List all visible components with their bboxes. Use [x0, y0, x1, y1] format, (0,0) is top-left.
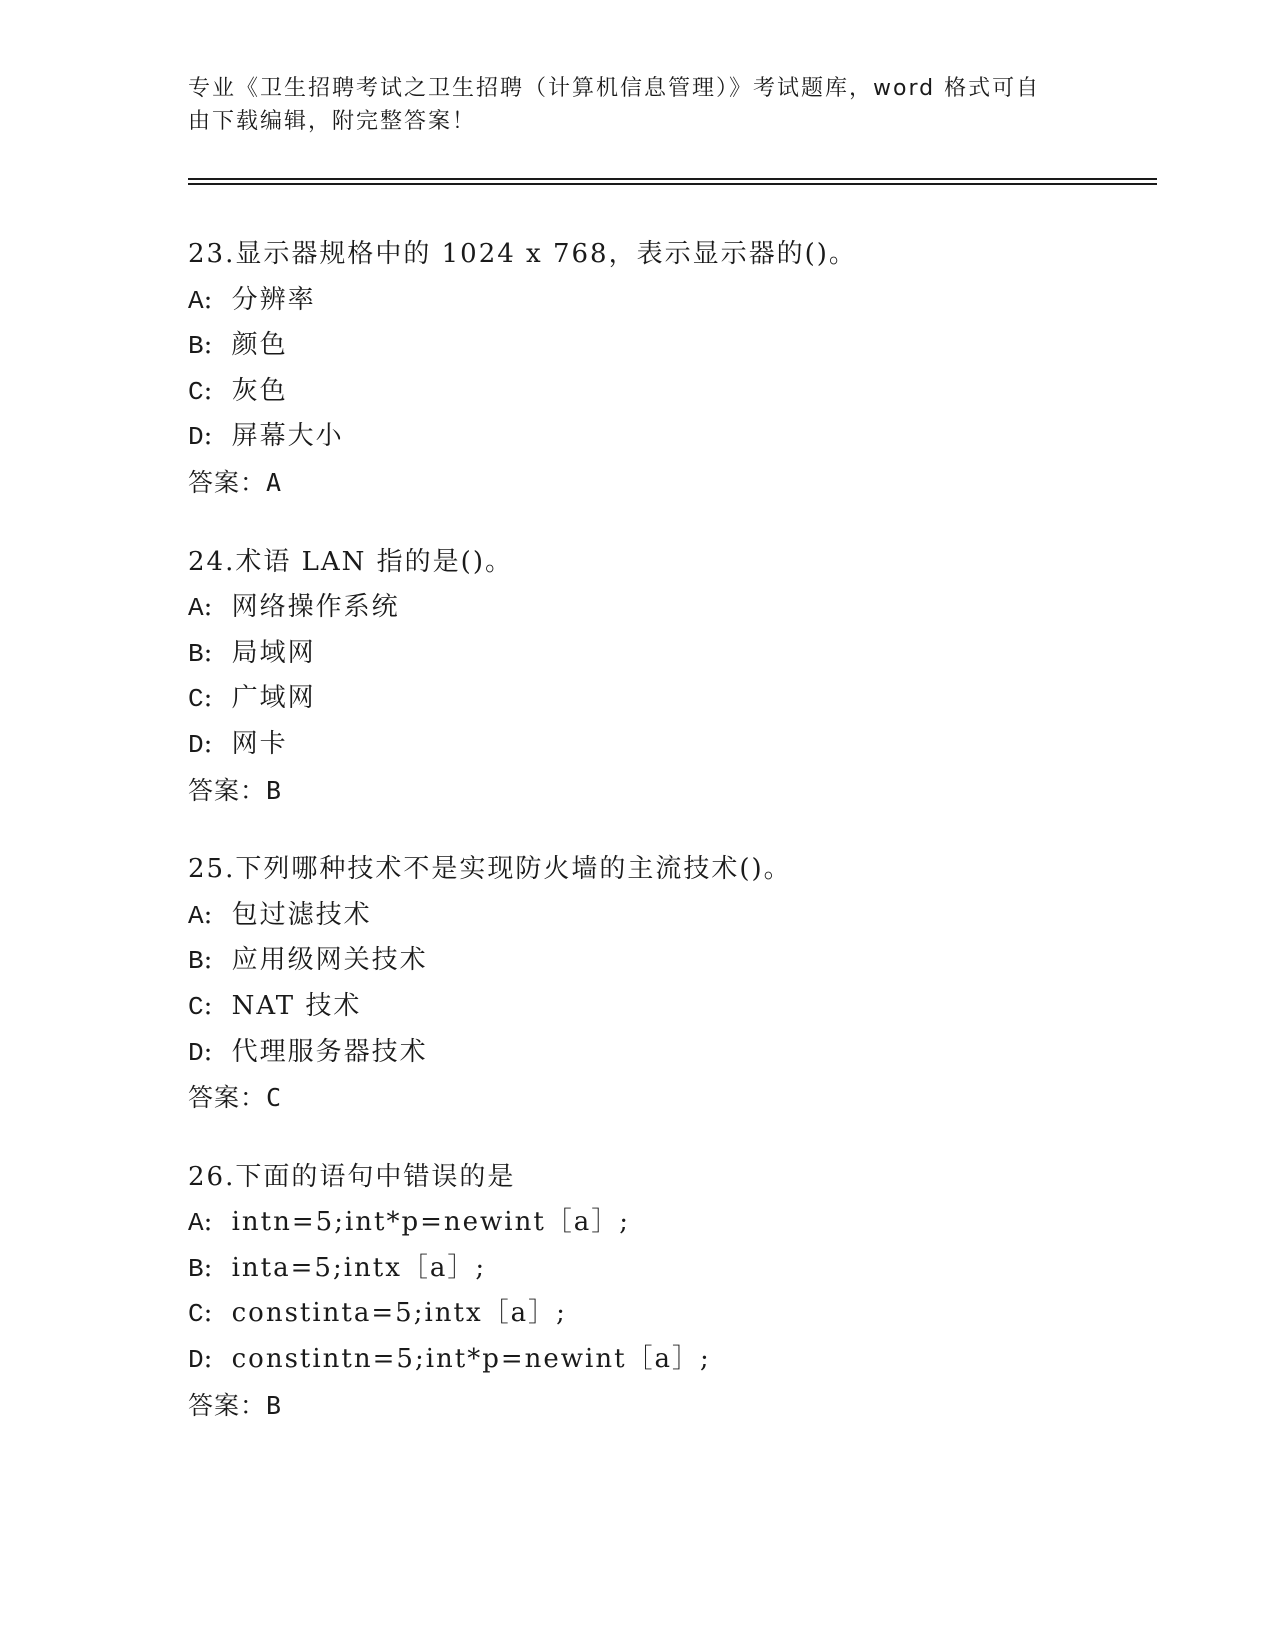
option-text: 广域网: [231, 683, 316, 714]
answer-value: A: [266, 467, 283, 497]
answer-line: [188, 460, 1148, 506]
question-26: [188, 1155, 1148, 1429]
option-d: D: constintn=5;int*p=newint［a］;: [188, 1337, 1148, 1383]
option-letter: A: [188, 593, 204, 624]
option-letter: D: [188, 1345, 204, 1376]
option-a: A: intn=5;int*p=newint［a］;: [188, 1200, 1148, 1246]
option-c: C: constinta=5;intx［a］;: [188, 1291, 1148, 1337]
option-letter: A: [188, 1208, 204, 1239]
option-letter: C: [188, 684, 204, 715]
document-header: [188, 72, 1088, 138]
option-b: B: 应用级网关技术: [188, 938, 1148, 984]
option-d: D: 网卡: [188, 722, 1148, 768]
answer-line: [188, 768, 1148, 814]
answer-line: [188, 1383, 1148, 1429]
option-text: 网络操作系统: [231, 592, 400, 623]
option-c: C: 广域网: [188, 676, 1148, 722]
option-c: C: 灰色: [188, 369, 1148, 415]
option-a: A: 包过滤技术: [188, 893, 1148, 939]
answer-label: 答案：: [188, 1083, 267, 1113]
option-text: 局域网: [231, 637, 316, 668]
option-b: B: 颜色: [188, 323, 1148, 369]
answer-label: 答案：: [188, 467, 267, 497]
option-letter: D: [188, 729, 204, 760]
option-text: 分辨率: [231, 284, 316, 315]
option-letter: B: [188, 331, 204, 362]
answer-label: 答案：: [188, 775, 267, 805]
option-letter: A: [188, 285, 204, 316]
option-text: constinta=5;intx［a］;: [231, 1298, 567, 1329]
option-b: B: 局域网: [188, 631, 1148, 677]
question-list: [188, 232, 1148, 1462]
option-c: C: NAT 技术: [188, 984, 1148, 1030]
answer-value: C: [266, 1083, 283, 1113]
question-title: 24.术语 LAN 指的是()。: [188, 546, 513, 577]
option-letter: C: [188, 1299, 204, 1330]
option-letter: B: [188, 638, 204, 669]
option-letter: A: [188, 900, 204, 931]
option-letter: C: [188, 991, 204, 1022]
question-25: [188, 847, 1148, 1121]
option-a: A: 分辨率: [188, 278, 1148, 324]
option-a: A: 网络操作系统: [188, 585, 1148, 631]
option-text: 包过滤技术: [231, 899, 372, 930]
option-b: B: inta=5;intx［a］;: [188, 1246, 1148, 1292]
header-divider-bottom: [188, 183, 1157, 185]
answer-label: 答案：: [188, 1390, 267, 1420]
question-title: 26.下面的语句中错误的是: [188, 1161, 516, 1192]
option-text: 网卡: [231, 728, 288, 759]
answer-value: B: [266, 1390, 283, 1420]
option-text: 屏幕大小: [231, 421, 344, 452]
option-d: D: 屏幕大小: [188, 414, 1148, 460]
option-d: D: 代理服务器技术: [188, 1030, 1148, 1076]
option-letter: B: [188, 1253, 204, 1284]
option-text: NAT 技术: [231, 990, 362, 1021]
option-text: 颜色: [231, 330, 288, 361]
header-line-2: 由下载编辑，附完整答案！: [188, 109, 477, 134]
answer-value: B: [266, 775, 283, 805]
question-23: [188, 232, 1148, 506]
option-letter: B: [188, 946, 204, 977]
option-text: intn=5;int*p=newint［a］;: [231, 1207, 631, 1238]
option-letter: D: [188, 422, 204, 453]
question-title: 23.显示器规格中的 1024 x 768，表示显示器的()。: [188, 239, 857, 269]
option-text: 应用级网关技术: [231, 945, 428, 976]
header-divider-top: [188, 178, 1157, 180]
option-letter: D: [188, 1037, 204, 1068]
answer-line: [188, 1075, 1148, 1121]
question-24: [188, 540, 1148, 814]
header-line-1: 专业《卫生招聘考试之卫生招聘（计算机信息管理）》考试题库，word 格式可自: [188, 76, 1041, 101]
option-text: constintn=5;int*p=newint［a］;: [231, 1344, 711, 1375]
option-text: 灰色: [231, 375, 288, 406]
option-text: 代理服务器技术: [231, 1036, 428, 1067]
option-letter: C: [188, 376, 204, 407]
option-text: inta=5;intx［a］;: [231, 1252, 487, 1283]
question-title: 25.下列哪种技术不是实现防火墙的主流技术()。: [188, 854, 792, 885]
